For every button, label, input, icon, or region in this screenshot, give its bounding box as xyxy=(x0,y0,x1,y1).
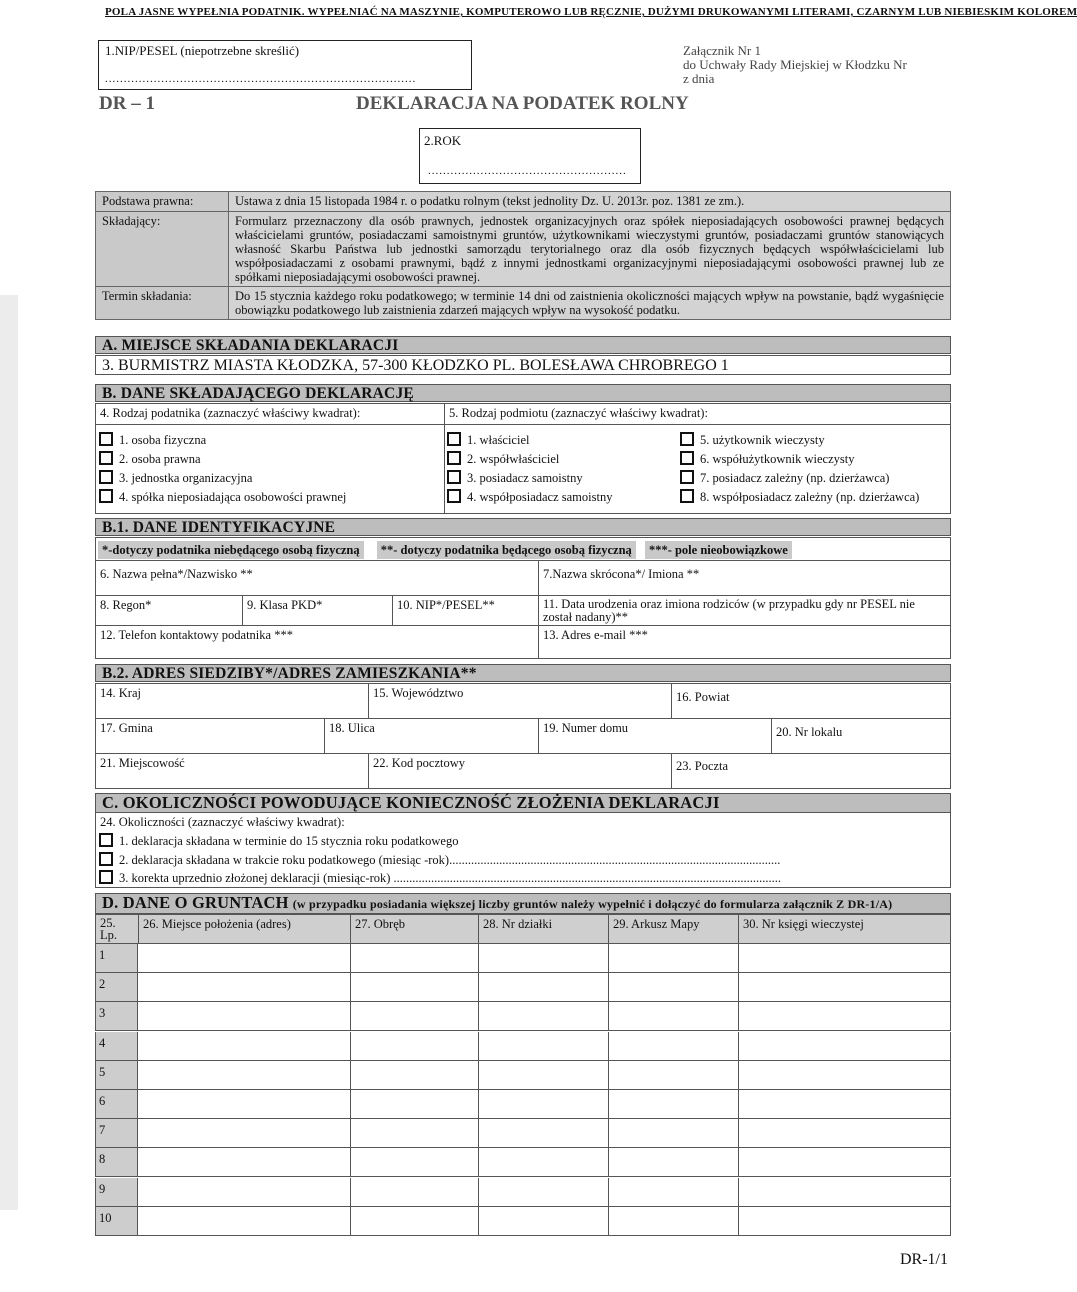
row-number: 10 xyxy=(96,1207,138,1235)
option-label: 3. korekta uprzednio złożonej deklaracji (miesiąc-rok) ............................................................................................................................ xyxy=(119,871,782,885)
annex-line-3: z dnia xyxy=(683,71,715,86)
top-instruction: POLA JASNE WYPEŁNIA PODATNIK. WYPEŁNIAĆ NA MASZYNIE, KOMPUTEROWO LUB RĘCZNIE, DUŻYMI DRUKOWANYMI LITERAMI, CZARNYM LUB NIEBIESKIM KOLOREM xyxy=(105,6,1077,18)
section-d-title: D. DANE O GRUNTACH xyxy=(102,893,289,912)
subject-option[interactable] xyxy=(447,432,529,448)
checkbox-icon[interactable] xyxy=(447,470,461,484)
section-d-subtitle: (w przypadku posiadania większej liczby gruntów należy wypełnić i dołączyć do formularza załącznik Z DR-1/A) xyxy=(292,897,893,911)
checkbox-icon[interactable] xyxy=(99,489,113,503)
contact-row xyxy=(95,625,951,659)
row-number: 7 xyxy=(96,1119,138,1147)
form-code: DR – 1 xyxy=(99,93,155,114)
legend-row xyxy=(95,537,951,561)
row-number: 9 xyxy=(96,1178,138,1206)
postal-code-field[interactable]: 22. Kod pocztowy xyxy=(368,754,671,788)
year-dots: ..................................................... xyxy=(428,165,627,177)
subject-option[interactable] xyxy=(447,470,583,486)
legal-basis-row xyxy=(96,192,951,212)
land-cell[interactable] xyxy=(350,1119,351,1147)
address-row-1 xyxy=(95,683,951,719)
checkbox-icon[interactable] xyxy=(447,489,461,503)
checkbox-icon[interactable] xyxy=(680,432,694,446)
option-label: 4. współposiadacz samoistny xyxy=(467,490,613,504)
year-label: 2.ROK xyxy=(424,133,462,148)
land-cell[interactable] xyxy=(738,1090,739,1118)
option-label: 2. osoba prawna xyxy=(119,452,201,466)
annex-note xyxy=(683,44,907,86)
land-cell[interactable] xyxy=(350,1061,351,1089)
apartment-number-field[interactable]: 20. Nr lokalu xyxy=(771,719,950,753)
checkbox-icon[interactable] xyxy=(99,432,113,446)
row-number: 4 xyxy=(96,1032,138,1060)
subject-option[interactable] xyxy=(447,489,612,505)
option-label: 5. użytkownik wieczysty xyxy=(700,433,825,447)
subject-option[interactable] xyxy=(447,451,559,467)
checkbox-icon[interactable] xyxy=(680,470,694,484)
regon-row xyxy=(95,595,951,626)
land-cell[interactable] xyxy=(478,1178,479,1206)
land-cell[interactable] xyxy=(478,1207,479,1235)
name-row xyxy=(95,560,951,596)
info-table xyxy=(95,191,951,320)
land-cell[interactable] xyxy=(608,1002,609,1030)
option-label: 2. współwłaściciel xyxy=(467,452,560,466)
phone-field[interactable]: 12. Telefon kontaktowy podatnika *** xyxy=(100,628,293,642)
house-number-field[interactable]: 19. Numer domu xyxy=(538,719,771,753)
option-label: 3. jednostka organizacyjna xyxy=(119,471,253,485)
land-row xyxy=(95,1061,951,1090)
land-row xyxy=(95,1119,951,1148)
land-cell[interactable] xyxy=(738,944,739,972)
land-row xyxy=(95,1148,951,1177)
checkbox-icon[interactable] xyxy=(680,489,694,503)
land-cell[interactable] xyxy=(350,1148,351,1176)
nip-dots: ................................................................................... xyxy=(105,73,417,85)
submission-place: 3. BURMISTRZ MIASTA KŁODZKA, 57-300 KŁODZKO PL. BOLESŁAWA CHROBREGO 1 xyxy=(95,355,951,375)
land-row xyxy=(95,1002,951,1031)
option-label: 1. osoba fizyczna xyxy=(119,433,207,447)
address-row-2 xyxy=(95,718,951,754)
checkbox-icon[interactable] xyxy=(99,470,113,484)
land-cell[interactable] xyxy=(738,1002,739,1030)
info-key: Podstawa prawna: xyxy=(96,192,229,212)
land-cell[interactable] xyxy=(478,1148,479,1176)
land-row xyxy=(95,1207,951,1236)
short-name-field[interactable]: 7.Nazwa skrócona*/ Imiona ** xyxy=(538,561,950,595)
land-cell[interactable] xyxy=(350,1090,351,1118)
row-number: 1 xyxy=(96,944,138,972)
land-cell[interactable] xyxy=(350,1207,351,1235)
land-cell[interactable] xyxy=(608,1032,609,1060)
land-cell[interactable] xyxy=(608,944,609,972)
option-label: 2. deklaracja składana w trakcie roku podatkowego (miesiąc -rok).......................................................................................................... xyxy=(119,853,781,867)
taxpayer-type-label: 4. Rodzaj podatnika (zaznaczyć właściwy kwadrat): xyxy=(100,406,361,420)
year-box[interactable] xyxy=(419,128,641,184)
locality-field[interactable]: 21. Miejscowość xyxy=(100,756,185,770)
county-field[interactable]: 16. Powiat xyxy=(671,684,950,718)
section-b2-header: B.2. ADRES SIEDZIBY*/ADRES ZAMIESZKANIA** xyxy=(95,664,951,682)
land-row xyxy=(95,1178,951,1207)
circumstances-label: 24. Okoliczności (zaznaczyć właściwy kwadrat): xyxy=(100,815,345,829)
circumstance-option[interactable] xyxy=(99,852,944,868)
pkd-field[interactable]: 9. Klasa PKD* xyxy=(242,596,392,625)
land-cell[interactable] xyxy=(350,1032,351,1060)
col-location: 26. Miejsce położenia (adres) xyxy=(138,915,350,943)
circumstance-option[interactable] xyxy=(99,870,944,886)
land-cell[interactable] xyxy=(738,1119,739,1147)
option-label: 4. spółka nieposiadająca osobowości prawnej xyxy=(119,490,347,504)
land-cell[interactable] xyxy=(608,1148,609,1176)
info-value: Formularz przeznaczony dla osób prawnych, jednostek organizacyjnych oraz spółek nieposiadających osobowości prawnej będących właścicielami gruntów, posiadaczami samoistnymi gruntów, użytkownikami wieczystymi gruntów, posiadaczami gruntów stanowiących własność Skarbu Państwa lub jednostki samorządu terytorialnego oraz dla osób fizycznych będących współwłaścicielami lub współposiadaczami z osobami prawnymi, bądź z innymi jednostkami organizacyjnymi nieposiadającymi osobowości prawnej lub ze spółkami nieposiadającymi osobowości prawnej. xyxy=(229,212,951,287)
checkbox-icon[interactable] xyxy=(99,833,113,847)
section-b1-header: B.1. DANE IDENTYFIKACYJNE xyxy=(95,518,951,536)
scan-margin xyxy=(0,295,18,1210)
row-number: 5 xyxy=(96,1061,138,1089)
land-cell[interactable] xyxy=(478,973,479,1001)
option-label: 8. współposiadacz zależny (np. dzierżawca) xyxy=(700,490,920,504)
checkbox-icon[interactable] xyxy=(680,451,694,465)
land-cell[interactable] xyxy=(738,1178,739,1206)
info-key: Termin składania: xyxy=(96,287,229,320)
legend-legal-person: *-dotyczy podatnika niebędącego osobą fizyczną xyxy=(98,541,364,559)
taxpayer-option[interactable] xyxy=(99,470,252,486)
land-row xyxy=(95,1090,951,1119)
land-cell[interactable] xyxy=(350,944,351,972)
section-a-header: A. MIEJSCE SKŁADANIA DEKLARACJI xyxy=(95,336,951,354)
land-cell[interactable] xyxy=(478,1090,479,1118)
col-precinct: 27. Obręb xyxy=(350,915,478,943)
land-cell[interactable] xyxy=(608,1119,609,1147)
land-cell[interactable] xyxy=(478,1061,479,1089)
land-cell[interactable] xyxy=(738,973,739,1001)
form-title: DEKLARACJA NA PODATEK ROLNY xyxy=(356,93,689,114)
taxpayer-type-label-row xyxy=(95,403,951,425)
land-cell[interactable] xyxy=(350,973,351,1001)
subject-option[interactable] xyxy=(680,451,855,467)
land-row xyxy=(95,973,951,1002)
land-cell[interactable] xyxy=(608,973,609,1001)
checkbox-icon[interactable] xyxy=(447,432,461,446)
col-lp: 25. Lp. xyxy=(100,916,118,942)
col-land-register: 30. Nr księgi wieczystej xyxy=(738,915,950,943)
option-label: 7. posiadacz zależny (np. dzierżawca) xyxy=(700,471,890,485)
nip-box[interactable] xyxy=(98,40,472,90)
land-row xyxy=(95,1032,951,1061)
subject-option[interactable] xyxy=(680,432,825,448)
row-number: 8 xyxy=(96,1148,138,1176)
checkbox-icon[interactable] xyxy=(447,451,461,465)
option-label: 3. posiadacz samoistny xyxy=(467,471,583,485)
checkbox-icon[interactable] xyxy=(99,451,113,465)
street-field[interactable]: 18. Ulica xyxy=(324,719,538,753)
section-c-header: C. OKOLICZNOŚCI POWODUJĄCE KONIECZNOŚĆ ZŁOŻENIA DEKLARACJI xyxy=(95,793,951,813)
land-cell[interactable] xyxy=(478,1119,479,1147)
land-cell[interactable] xyxy=(608,1090,609,1118)
land-cell[interactable] xyxy=(350,1178,351,1206)
row-number: 2 xyxy=(96,973,138,1001)
page-number: DR-1/1 xyxy=(900,1251,948,1268)
country-field[interactable]: 14. Kraj xyxy=(100,686,141,700)
land-table-header xyxy=(95,914,951,944)
taxpayer-option[interactable] xyxy=(99,432,206,448)
land-cell[interactable] xyxy=(478,944,479,972)
option-label: 1. właściciel xyxy=(467,433,530,447)
land-row xyxy=(95,944,951,973)
full-name-field[interactable]: 6. Nazwa pełna*/Nazwisko ** xyxy=(100,567,253,581)
info-value: Ustawa z dnia 15 listopada 1984 r. o podatku rolnym (tekst jednolity Dz. U. 2013r. poz. 1381 ze zm.). xyxy=(229,192,951,212)
legend-optional: ***- pole nieobowiązkowe xyxy=(645,541,792,559)
option-label: 6. współużytkownik wieczysty xyxy=(700,452,855,466)
section-d-header xyxy=(95,893,951,914)
row-number: 6 xyxy=(96,1090,138,1118)
regon-field[interactable]: 8. Regon* xyxy=(100,598,152,612)
info-key: Składający: xyxy=(96,212,229,287)
land-cell[interactable] xyxy=(738,1148,739,1176)
deadline-row xyxy=(96,287,951,320)
land-cell[interactable] xyxy=(608,1207,609,1235)
land-cell[interactable] xyxy=(738,1207,739,1235)
land-cell[interactable] xyxy=(738,1061,739,1089)
info-value: Do 15 stycznia każdego roku podatkowego; w terminie 14 dni od zaistnienia okoliczności mających wpływ na powstanie, bądź wygaśnięcie obowiązku podatkowego lub zaistnienia zdarzeń mających wpływ na wysokość podatku. xyxy=(229,287,951,320)
land-cell[interactable] xyxy=(478,1032,479,1060)
annex-line-2: do Uchwały Rady Miejskiej w Kłodzku Nr xyxy=(683,57,907,72)
subject-option[interactable] xyxy=(680,470,889,486)
row-number: 3 xyxy=(96,1002,138,1030)
legend-natural-person: **- dotyczy podatnika będącego osobą fizyczną xyxy=(377,541,636,559)
col-map-sheet: 29. Arkusz Mapy xyxy=(608,915,738,943)
municipality-field[interactable]: 17. Gmina xyxy=(100,721,153,735)
taxpayer-option[interactable] xyxy=(99,489,346,505)
land-cell[interactable] xyxy=(478,1002,479,1030)
submitter-row xyxy=(96,212,951,287)
checkbox-icon[interactable] xyxy=(99,870,113,884)
land-cell[interactable] xyxy=(350,1002,351,1030)
nip-label: 1.NIP/PESEL (niepotrzebne skreślić) xyxy=(105,43,300,58)
land-cell[interactable] xyxy=(608,1061,609,1089)
land-cell[interactable] xyxy=(608,1178,609,1206)
email-field[interactable]: 13. Adres e-mail *** xyxy=(538,626,950,658)
option-label: 1. deklaracja składana w terminie do 15 stycznia roku podatkowego xyxy=(119,834,459,848)
subject-type-label: 5. Rodzaj podmiotu (zaznaczyć właściwy kwadrat): xyxy=(444,404,950,424)
checkbox-icon[interactable] xyxy=(99,852,113,866)
birth-date-field[interactable]: 11. Data urodzenia oraz imiona rodziców (w przypadku gdy nr PESEL nie został nadany)** xyxy=(538,596,950,625)
taxpayer-option[interactable] xyxy=(99,451,201,467)
subject-option[interactable] xyxy=(680,489,919,505)
voivodeship-field[interactable]: 15. Województwo xyxy=(368,684,671,718)
land-cell[interactable] xyxy=(738,1032,739,1060)
address-row-3 xyxy=(95,753,951,789)
post-office-field[interactable]: 23. Poczta xyxy=(671,754,950,788)
section-b-header: B. DANE SKŁADAJĄCEGO DEKLARACJĘ xyxy=(95,384,951,402)
nip-pesel-field[interactable]: 10. NIP*/PESEL** xyxy=(392,596,538,625)
annex-line-1: Załącznik Nr 1 xyxy=(683,43,761,58)
col-parcel: 28. Nr działki xyxy=(478,915,608,943)
circumstance-option[interactable] xyxy=(99,833,458,849)
